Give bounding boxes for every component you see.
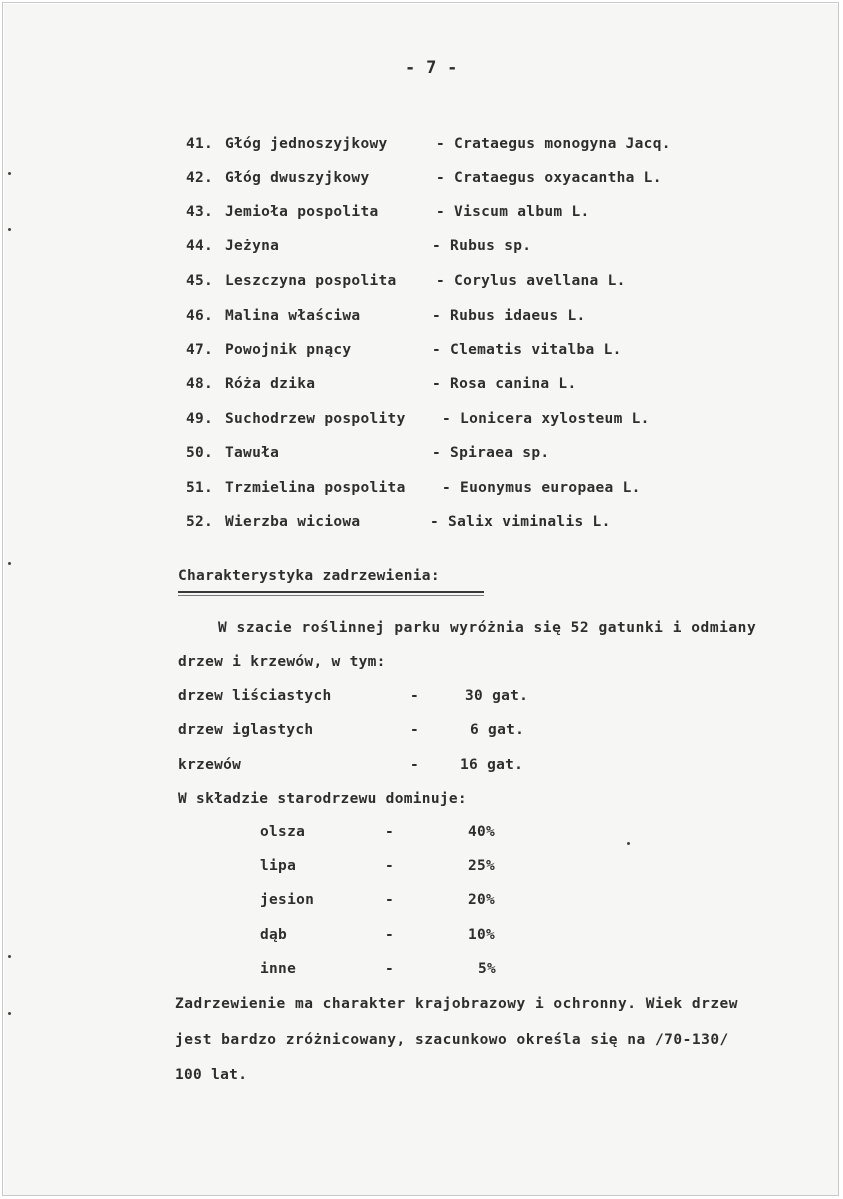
- composition-value: 30 gat.: [465, 688, 529, 704]
- species-number: 47.: [186, 342, 214, 358]
- species-number: 41.: [186, 136, 214, 152]
- composition-value: 6 gat.: [470, 722, 525, 738]
- dominance-label: dąb: [260, 927, 288, 943]
- typewritten-page: [4, 4, 838, 1195]
- margin-dot: [627, 842, 630, 845]
- dominance-label: olsza: [260, 824, 306, 840]
- closing-text: jest bardzo zróżnicowany, szacunkowo określa się na /70-130/: [175, 1032, 729, 1048]
- margin-dot: [8, 955, 11, 958]
- dominance-label: inne: [260, 961, 297, 977]
- species-number: 45.: [186, 273, 214, 289]
- species-latin-name: - Rubus sp.: [432, 238, 532, 254]
- species-latin-name: - Rubus idaeus L.: [432, 308, 586, 324]
- composition-dash: -: [410, 688, 420, 704]
- composition-dash: -: [410, 722, 420, 738]
- composition-label: drzew iglastych: [178, 722, 314, 738]
- composition-dash: -: [410, 757, 420, 773]
- species-latin-name: - Salix viminalis L.: [430, 514, 611, 530]
- species-polish-name: Tawuła: [225, 445, 280, 461]
- species-number: 51.: [186, 480, 214, 496]
- species-latin-name: - Viscum album L.: [436, 204, 590, 220]
- margin-dot: [8, 1012, 11, 1015]
- species-latin-name: - Euonymus europaea L.: [442, 480, 641, 496]
- page-number: - 7 -: [405, 58, 458, 78]
- species-number: 46.: [186, 308, 214, 324]
- dominance-dash: -: [385, 892, 395, 908]
- composition-value: 16 gat.: [460, 757, 524, 773]
- species-polish-name: Wierzba wiciowa: [225, 514, 361, 530]
- dominance-value: 40%: [468, 824, 496, 840]
- species-polish-name: Róża dzika: [225, 376, 316, 392]
- dominance-value: 20%: [468, 892, 496, 908]
- composition-label: krzewów: [178, 757, 242, 773]
- dominance-value: 5%: [478, 961, 497, 977]
- species-polish-name: Głóg dwuszyjkowy: [225, 170, 370, 186]
- section-heading: Charakterystyka zadrzewienia:: [178, 568, 440, 584]
- dominance-value: 25%: [468, 858, 496, 874]
- species-number: 52.: [186, 514, 214, 530]
- dominance-dash: -: [385, 927, 395, 943]
- species-latin-name: - Clematis vitalba L.: [432, 342, 622, 358]
- closing-text: Zadrzewienie ma charakter krajobrazowy i ochronny. Wiek drzew: [175, 996, 739, 1012]
- species-polish-name: Jeżyna: [225, 238, 280, 254]
- dominance-dash: -: [385, 961, 395, 977]
- margin-dot: [8, 172, 11, 175]
- species-polish-name: Głóg jednoszyjkowy: [225, 136, 388, 152]
- dominance-heading: W składzie starodrzewu dominuje:: [178, 791, 467, 807]
- species-latin-name: - Lonicera xylosteum L.: [442, 411, 650, 427]
- dominance-value: 10%: [468, 927, 496, 943]
- dominance-label: jesion: [260, 892, 315, 908]
- margin-dot: [8, 228, 11, 231]
- species-latin-name: - Crataegus oxyacantha L.: [436, 170, 662, 186]
- species-polish-name: Trzmielina pospolita: [225, 480, 406, 496]
- dominance-dash: -: [385, 824, 395, 840]
- species-polish-name: Malina właściwa: [225, 308, 361, 324]
- species-polish-name: Suchodrzew pospolity: [225, 411, 406, 427]
- species-latin-name: - Crataegus monogyna Jacq.: [436, 136, 671, 152]
- dominance-label: lipa: [260, 858, 297, 874]
- species-polish-name: Leszczyna pospolita: [225, 273, 397, 289]
- species-number: 49.: [186, 411, 214, 427]
- heading-underline: [178, 591, 484, 593]
- species-number: 44.: [186, 238, 214, 254]
- species-polish-name: Jemioła pospolita: [225, 204, 379, 220]
- species-number: 42.: [186, 170, 214, 186]
- dominance-dash: -: [385, 858, 395, 874]
- species-number: 43.: [186, 204, 214, 220]
- species-latin-name: - Corylus avellana L.: [436, 273, 626, 289]
- intro-text: W szacie roślinnej parku wyróżnia się 52 gatunki i odmiany: [218, 620, 757, 636]
- heading-underline: [178, 595, 484, 596]
- closing-text: 100 lat.: [175, 1067, 248, 1083]
- species-latin-name: - Rosa canina L.: [432, 376, 577, 392]
- species-number: 48.: [186, 376, 214, 392]
- species-number: 50.: [186, 445, 214, 461]
- species-polish-name: Powojnik pnący: [225, 342, 352, 358]
- species-latin-name: - Spiraea sp.: [432, 445, 550, 461]
- intro-text: drzew i krzewów, w tym:: [178, 654, 386, 670]
- margin-dot: [8, 562, 11, 565]
- composition-label: drzew liściastych: [178, 688, 332, 704]
